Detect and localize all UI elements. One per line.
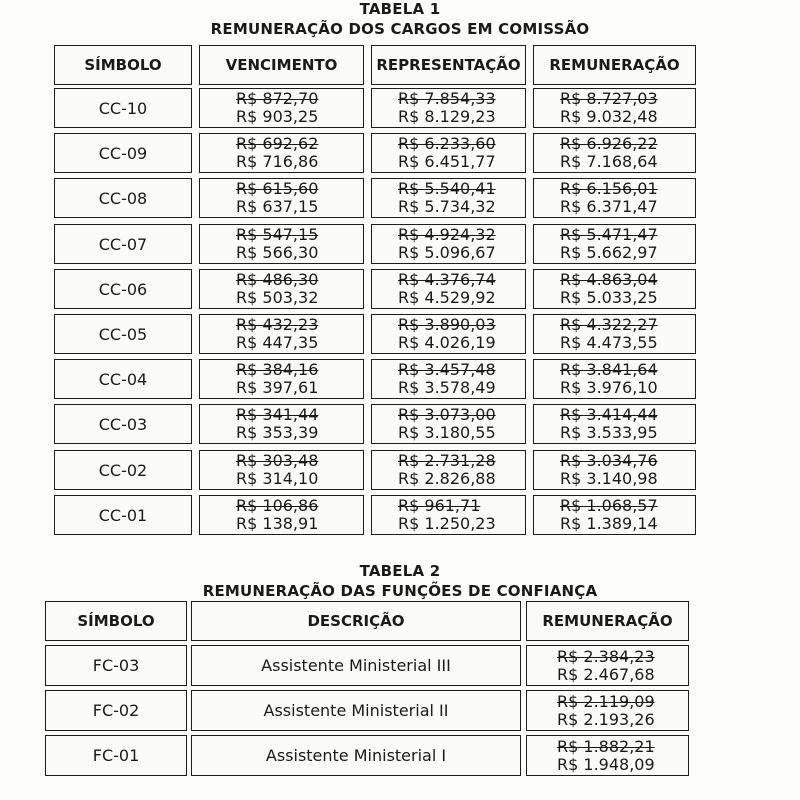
old-value: R$ 8.727,03 — [560, 89, 658, 108]
old-value: R$ 6.233,60 — [398, 134, 496, 153]
table-cell-vencimento — [199, 88, 364, 128]
new-value: R$ 7.168,64 — [560, 152, 658, 171]
old-value: R$ 2.119,09 — [557, 691, 655, 711]
new-value: R$ 4.473,55 — [560, 333, 658, 352]
old-value: R$ 3.890,03 — [398, 315, 496, 334]
table-row-symbol: CC-05 — [54, 314, 192, 354]
old-value: R$ 384,16 — [236, 360, 319, 379]
old-value: R$ 4.924,32 — [398, 225, 496, 244]
old-value: R$ 341,44 — [236, 405, 319, 424]
old-value: R$ 486,30 — [236, 270, 319, 289]
old-value: R$ 2.731,28 — [398, 451, 496, 470]
new-value: R$ 353,39 — [236, 423, 319, 442]
new-value: R$ 4.026,19 — [398, 333, 496, 352]
table-cell-vencimento — [199, 450, 364, 490]
table2-subtitle: REMUNERAÇÃO DAS FUNÇÕES DE CONFIANÇA — [202, 582, 598, 600]
header-vencimento: VENCIMENTO — [199, 45, 364, 85]
header-remuneracao: REMUNERAÇÃO — [533, 45, 696, 85]
header-remuneracao: REMUNERAÇÃO — [526, 601, 689, 641]
new-value: R$ 1.250,23 — [398, 514, 496, 533]
table-row-symbol: CC-09 — [54, 133, 192, 173]
new-value: R$ 4.529,92 — [398, 288, 496, 307]
table-cell-remuneracao — [533, 178, 696, 218]
old-value: R$ 432,23 — [236, 315, 319, 334]
table-row-symbol: CC-06 — [54, 269, 192, 309]
new-value: R$ 6.371,47 — [560, 197, 658, 216]
new-value: R$ 637,15 — [236, 197, 319, 216]
old-value: R$ 6.926,22 — [560, 134, 658, 153]
new-value: R$ 1.948,09 — [557, 754, 655, 774]
old-value: R$ 3.073,00 — [398, 405, 496, 424]
table-cell-descricao: Assistente Ministerial III — [191, 645, 521, 686]
old-value: R$ 303,48 — [236, 451, 319, 470]
table-cell-vencimento — [199, 495, 364, 535]
table-cell-representacao — [371, 404, 526, 444]
new-value: R$ 2.467,68 — [557, 664, 655, 684]
table-row-symbol: CC-04 — [54, 359, 192, 399]
table-cell-vencimento — [199, 178, 364, 218]
table-cell-vencimento — [199, 133, 364, 173]
table2-title: TABELA 2 — [359, 562, 441, 580]
header-simbolo: SÍMBOLO — [54, 45, 192, 85]
table-row-symbol: FC-01 — [45, 735, 187, 776]
table-cell-descricao: Assistente Ministerial I — [191, 735, 521, 776]
new-value: R$ 716,86 — [236, 152, 319, 171]
table-cell-vencimento — [199, 314, 364, 354]
old-value: R$ 4.863,04 — [560, 270, 658, 289]
new-value: R$ 503,32 — [236, 288, 319, 307]
table1-title: TABELA 1 — [359, 0, 441, 18]
table-cell-remuneracao — [533, 314, 696, 354]
old-value: R$ 5.540,41 — [398, 179, 496, 198]
table-cell-representacao — [371, 359, 526, 399]
new-value: R$ 3.533,95 — [560, 423, 658, 442]
old-value: R$ 872,70 — [236, 89, 319, 108]
table-cell-remuneracao — [533, 450, 696, 490]
table-cell-remuneracao — [533, 404, 696, 444]
table-cell-vencimento — [199, 359, 364, 399]
new-value: R$ 2.826,88 — [398, 469, 496, 488]
table-cell-representacao — [371, 269, 526, 309]
table-cell-representacao — [371, 88, 526, 128]
old-value: R$ 2.384,23 — [557, 646, 655, 666]
table-cell-representacao — [371, 314, 526, 354]
new-value: R$ 314,10 — [236, 469, 319, 488]
old-value: R$ 1.068,57 — [560, 496, 658, 515]
new-value: R$ 3.140,98 — [560, 469, 658, 488]
table-cell-vencimento — [199, 224, 364, 264]
old-value: R$ 3.034,76 — [560, 451, 658, 470]
header-simbolo: SÍMBOLO — [45, 601, 187, 641]
header-descricao: DESCRIÇÃO — [191, 601, 521, 641]
old-value: R$ 615,60 — [236, 179, 319, 198]
table-cell-vencimento — [199, 269, 364, 309]
old-value: R$ 961,71 — [398, 496, 481, 515]
table-cell-remuneracao — [533, 495, 696, 535]
old-value: R$ 3.841,64 — [560, 360, 658, 379]
new-value: R$ 5.734,32 — [398, 197, 496, 216]
old-value: R$ 692,62 — [236, 134, 319, 153]
table-cell-vencimento — [199, 404, 364, 444]
table-cell-remuneracao — [526, 735, 689, 776]
new-value: R$ 5.033,25 — [560, 288, 658, 307]
old-value: R$ 5.471,47 — [560, 225, 658, 244]
new-value: R$ 5.662,97 — [560, 243, 658, 262]
new-value: R$ 8.129,23 — [398, 107, 496, 126]
new-value: R$ 9.032,48 — [560, 107, 658, 126]
new-value: R$ 447,35 — [236, 333, 319, 352]
new-value: R$ 138,91 — [236, 514, 319, 533]
table-cell-remuneracao — [533, 88, 696, 128]
table-row-symbol: CC-01 — [54, 495, 192, 535]
old-value: R$ 4.322,27 — [560, 315, 658, 334]
old-value: R$ 106,86 — [236, 496, 319, 515]
old-value: R$ 1.882,21 — [557, 736, 655, 756]
table-cell-remuneracao — [526, 690, 689, 731]
table-cell-representacao — [371, 224, 526, 264]
table-cell-representacao — [371, 178, 526, 218]
table-row-symbol: CC-08 — [54, 178, 192, 218]
old-value: R$ 4.376,74 — [398, 270, 496, 289]
old-value: R$ 7.854,33 — [398, 89, 496, 108]
table1-subtitle: REMUNERAÇÃO DOS CARGOS EM COMISSÃO — [210, 20, 590, 38]
new-value: R$ 3.976,10 — [560, 378, 658, 397]
table-row-symbol: CC-03 — [54, 404, 192, 444]
table-row-symbol: CC-10 — [54, 88, 192, 128]
new-value: R$ 6.451,77 — [398, 152, 496, 171]
old-value: R$ 547,15 — [236, 225, 319, 244]
old-value: R$ 3.414,44 — [560, 405, 658, 424]
new-value: R$ 1.389,14 — [560, 514, 658, 533]
table-cell-descricao: Assistente Ministerial II — [191, 690, 521, 731]
table-cell-representacao — [371, 133, 526, 173]
table-row-symbol: FC-03 — [45, 645, 187, 686]
new-value: R$ 903,25 — [236, 107, 319, 126]
new-value: R$ 397,61 — [236, 378, 319, 397]
table-cell-representacao — [371, 450, 526, 490]
header-representacao: REPRESENTAÇÃO — [371, 45, 526, 85]
new-value: R$ 3.578,49 — [398, 378, 496, 397]
old-value: R$ 3.457,48 — [398, 360, 496, 379]
table-cell-remuneracao — [533, 269, 696, 309]
table-cell-remuneracao — [533, 359, 696, 399]
table-cell-remuneracao — [533, 224, 696, 264]
table-cell-remuneracao — [526, 645, 689, 686]
table-cell-remuneracao — [533, 133, 696, 173]
new-value: R$ 2.193,26 — [557, 709, 655, 729]
table-row-symbol: CC-02 — [54, 450, 192, 490]
old-value: R$ 6.156,01 — [560, 179, 658, 198]
new-value: R$ 566,30 — [236, 243, 319, 262]
table-cell-representacao — [371, 495, 526, 535]
new-value: R$ 5.096,67 — [398, 243, 496, 262]
new-value: R$ 3.180,55 — [398, 423, 496, 442]
table-row-symbol: CC-07 — [54, 224, 192, 264]
table-row-symbol: FC-02 — [45, 690, 187, 731]
